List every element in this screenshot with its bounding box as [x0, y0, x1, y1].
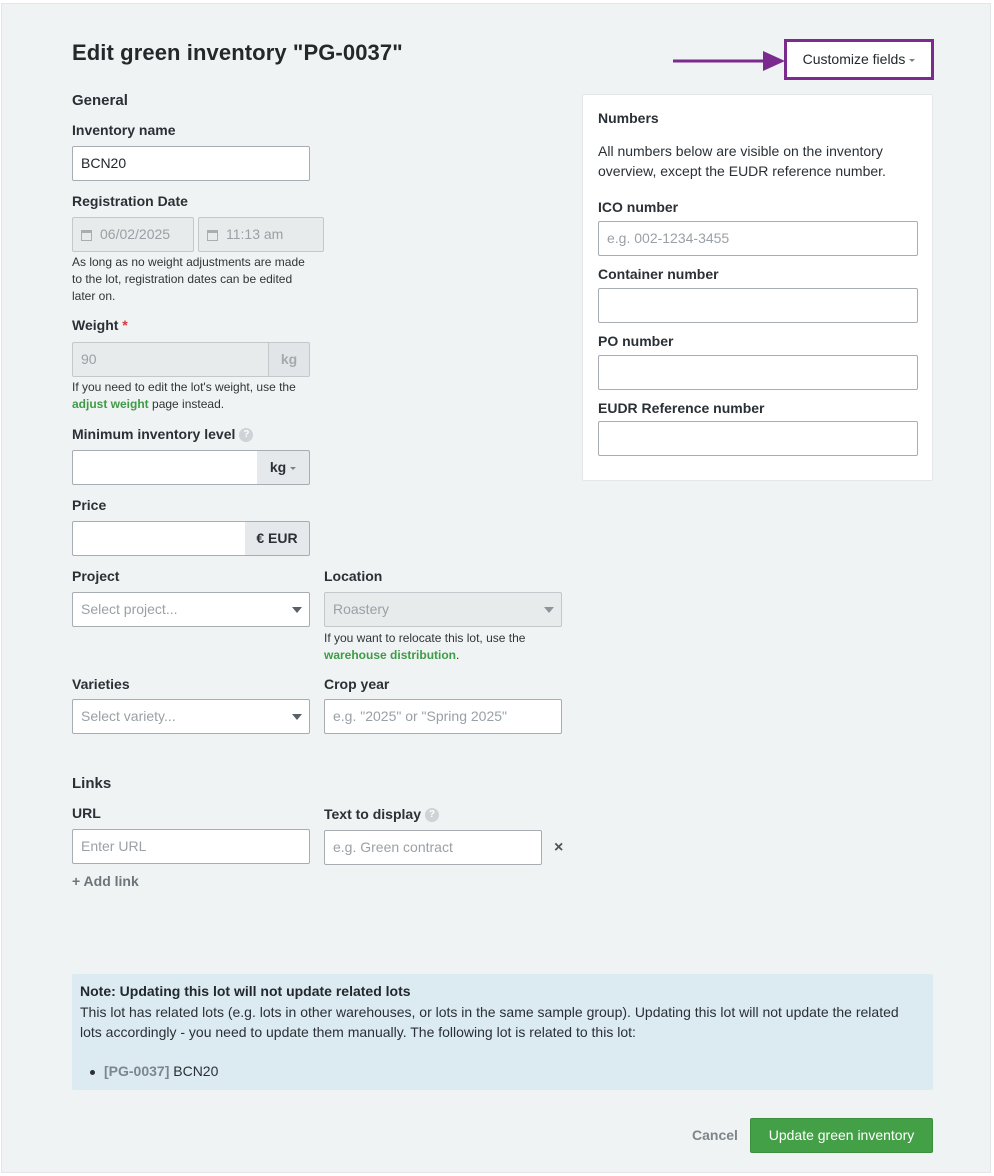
warehouse-distribution-link[interactable]: warehouse distribution	[324, 648, 457, 662]
weight-label-text: Weight	[72, 317, 119, 333]
weight-help	[72, 379, 312, 413]
related-lot-name: BCN20	[173, 1063, 219, 1079]
registration-date-input[interactable]	[72, 217, 194, 252]
chevron-down-icon	[292, 714, 302, 720]
annotation-arrow-icon	[671, 48, 787, 74]
related-lot-item	[90, 1063, 218, 1079]
url-input[interactable]: Enter URL	[72, 829, 310, 864]
chevron-down-icon	[909, 59, 915, 62]
project-label: Project	[72, 568, 120, 584]
registration-date-value: 06/02/2025	[100, 226, 171, 242]
text-to-display-label-text: Text to display	[324, 806, 421, 822]
weight-unit: kg	[269, 342, 310, 377]
calendar-icon	[81, 230, 92, 241]
price-input[interactable]	[72, 521, 246, 556]
container-number-input[interactable]	[598, 288, 918, 323]
help-icon[interactable]: ?	[239, 428, 253, 442]
registration-time-input[interactable]	[198, 217, 324, 252]
numbers-card-title: Numbers	[598, 110, 659, 126]
chevron-down-icon	[544, 607, 554, 613]
text-to-display-label	[324, 806, 439, 822]
adjust-weight-link[interactable]: adjust weight	[72, 397, 149, 411]
min-inventory-unit-select[interactable]	[257, 450, 310, 485]
note-body: This lot has related lots (e.g. lots in other warehouses, or lots in the same sample group). Updating this lot will not update the related lots accordingly - you need to update them manually. The following lot is related to this lot:	[80, 1004, 899, 1040]
customize-fields-label: Customize fields	[802, 51, 906, 67]
links-section-heading: Links	[72, 775, 112, 792]
related-lot-code[interactable]: [PG-0037]	[104, 1063, 170, 1079]
bullet	[90, 1070, 95, 1075]
calendar-icon	[207, 230, 218, 241]
page	[1, 3, 991, 1173]
varieties-placeholder: Select variety...	[81, 708, 176, 724]
url-label: URL	[72, 805, 101, 821]
numbers-card	[582, 94, 933, 481]
registration-time-value: 11:13 am	[226, 226, 284, 242]
text-to-display-input[interactable]: e.g. Green contract	[324, 830, 542, 865]
weight-input[interactable]: 90	[72, 342, 269, 377]
price-currency: € EUR	[245, 521, 310, 556]
add-link-button[interactable]: + Add link	[72, 873, 139, 889]
location-select[interactable]	[324, 592, 562, 627]
project-select[interactable]	[72, 592, 310, 627]
chevron-down-icon	[292, 607, 302, 613]
po-number-input[interactable]	[598, 355, 918, 390]
page-title: Edit green inventory "PG-0037"	[72, 40, 403, 65]
required-marker: *	[122, 317, 128, 333]
chevron-down-icon	[290, 467, 296, 470]
update-green-inventory-button[interactable]: Update green inventory	[750, 1118, 933, 1153]
crop-year-label: Crop year	[324, 676, 390, 692]
eudr-reference-input[interactable]	[598, 421, 918, 456]
inventory-name-input[interactable]: BCN20	[72, 146, 310, 181]
po-number-label: PO number	[598, 333, 674, 349]
remove-link-close-icon[interactable]: ×	[554, 839, 564, 856]
customize-fields-button[interactable]	[784, 39, 934, 80]
related-lots-note	[72, 974, 933, 1090]
weight-help-text: If you need to edit the lot's weight, use the	[72, 380, 296, 394]
crop-year-input[interactable]: e.g. "2025" or "Spring 2025"	[324, 699, 562, 734]
location-help-text: If you want to relocate this lot, use the	[324, 631, 526, 645]
general-section-heading: General	[72, 92, 128, 109]
eudr-reference-label: EUDR Reference number	[598, 400, 765, 416]
varieties-label: Varieties	[72, 676, 130, 692]
varieties-select[interactable]	[72, 699, 310, 734]
container-number-label: Container number	[598, 266, 719, 282]
weight-help-text-end: page instead.	[152, 397, 225, 411]
cancel-button[interactable]: Cancel	[692, 1127, 738, 1143]
min-inventory-level-label-text: Minimum inventory level	[72, 426, 236, 442]
price-label: Price	[72, 497, 107, 513]
project-placeholder: Select project...	[81, 601, 178, 617]
min-inventory-level-input[interactable]	[72, 450, 258, 485]
location-help-end: .	[456, 648, 460, 662]
numbers-description: All numbers below are visible on the inventory overview, except the EUDR reference number.	[598, 143, 886, 179]
location-label: Location	[324, 568, 383, 584]
ico-number-label: ICO number	[598, 199, 679, 215]
help-icon[interactable]: ?	[425, 808, 439, 822]
registration-help: As long as no weight adjustments are made to the lot, registration dates can be edited later on.	[72, 255, 305, 303]
ico-number-input[interactable]: e.g. 002-1234-3455	[598, 221, 918, 256]
location-help	[324, 630, 564, 664]
registration-date-label: Registration Date	[72, 193, 188, 209]
min-inventory-unit: kg	[269, 459, 287, 475]
inventory-name-label: Inventory name	[72, 122, 176, 138]
location-value: Roastery	[333, 601, 390, 617]
weight-label	[72, 317, 128, 333]
min-inventory-level-label	[72, 426, 253, 442]
note-heading: Note: Updating this lot will not update related lots	[80, 983, 411, 999]
